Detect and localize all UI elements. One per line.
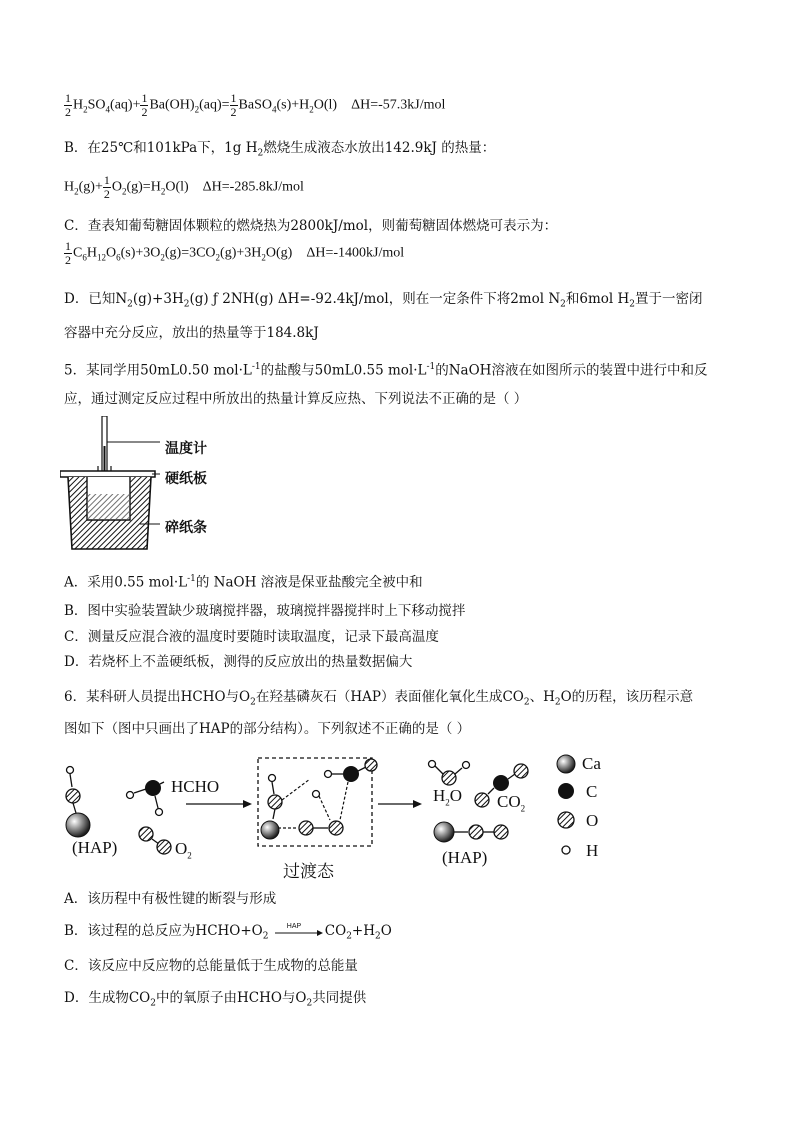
fraction: $\frac{1}{2}$ <box>230 91 237 119</box>
q6-option-b: B．该过程的总反应为$HCHO+O_2$ HAP $CO_2+H_2O$ <box>64 922 392 942</box>
q5-option-a: A．采用0.55 $mol\cdot L^{-1}$的 NaOH 溶液是保亚盐酸完全被中和 <box>64 574 423 591</box>
question-5-stem: 5．某同学用50mL0.50 $mol\cdot L^{-1}$的盐酸与50mL0.55 $mol\cdot L^{-1}$的NaOH溶液在如图所示的装置中进行中和反 <box>64 362 708 379</box>
question-6-stem-line2: 图如下（图中只画出了HAP的部分结构）。下列叙述不正确的是（ ） <box>64 721 471 737</box>
option-d-line2: 容器中充分反应，放出的热量等于184.8kJ <box>64 325 319 341</box>
q5-option-d: D．若烧杯上不盖硬纸板，测得的反应放出的热量数据偏大 <box>64 654 413 670</box>
equation-glucose: $\frac{1}{2}$ $C_6H_{12}O_6(s)+3O_2(g)=3CO_2(g)+3H_2O(g)$ ΔH=-1400kJ/mol <box>65 239 405 267</box>
legend-h-label: H <box>586 841 599 860</box>
fraction: $\frac{1}{2}$ <box>141 91 148 119</box>
transition-state-label: 过渡态 <box>283 862 334 882</box>
hap-label-right: (HAP) <box>442 848 488 867</box>
hap-label-left: (HAP) <box>72 838 118 857</box>
thermometer-label: 温度计 <box>165 441 207 457</box>
legend-ca-label: Ca <box>582 754 601 773</box>
h2o-label: $H_2O$ <box>433 786 463 808</box>
option-b-statement: B．在25℃和101kPa下，1g $H_2$燃烧生成液态水放出142.9kJ 的热量： <box>64 140 496 159</box>
q6-option-c: C．该反应中反应物的总能量低于生成物的总能量 <box>64 958 358 974</box>
co2-label: $CO_2$ <box>497 792 526 814</box>
paper-strips-label: 碎纸条 <box>165 520 207 536</box>
hcho-label: HCHO <box>171 777 220 796</box>
o2-label: $O_2$ <box>175 839 192 861</box>
cardboard-label: 硬纸板 <box>165 471 207 487</box>
fraction: $\frac{1}{2}$ <box>65 239 71 267</box>
q6-option-a: A．该历程中有极性键的断裂与形成 <box>64 891 277 907</box>
reaction-arrow: HAP <box>273 925 325 939</box>
option-d-statement: D．已知$N_2(g)+3H_2(g)$ ƒ 2NH(g) ΔH=-92.4kJ/mol，则在一定条件下将2mol $N_2$和6mol $H_2$置于一密闭 <box>64 291 703 310</box>
q5-option-b: B．图中实验装置缺少玻璃搅拌器，玻璃搅拌器搅拌时上下移动搅拌 <box>64 603 466 619</box>
fraction: $\frac{1}{2}$ <box>65 91 71 119</box>
calorimeter-diagram <box>60 416 260 561</box>
equation-neutralization: $\frac{1}{2}$ $H_2SO_4(aq)+$ $\frac{1}{2}$ $Ba(OH)_2(aq)=$ $\frac{1}{2}$ $BaSO_4(s)+H_2O(l)$ ΔH=-57.3kJ/mol <box>65 91 446 119</box>
equation-hydrogen: $H_2(g)+$ $\frac{1}{2}$ $O_2(g)=H_2O(l)$ ΔH=-285.8kJ/mol <box>64 173 304 201</box>
fraction: $\frac{1}{2}$ <box>103 173 110 201</box>
legend-c-label: C <box>586 782 598 801</box>
q6-option-d: D．生成物$CO_2$中的氧原子由HCHO与$O_2$共同提供 <box>64 990 367 1009</box>
q5-option-c: C．测量反应混合液的温度时要随时读取温度，记录下最高温度 <box>64 629 439 645</box>
reaction-mechanism-diagram <box>60 752 620 882</box>
legend-o-label: O <box>586 811 599 830</box>
option-c-statement: C．查表知葡萄糖固体颗粒的燃烧热为2800kJ/mol，则葡萄糖固体燃烧可表示为： <box>64 218 558 234</box>
question-5-stem-line2: 应，通过测定反应过程中所放出的热量计算反应热、下列说法不正确的是（ ） <box>64 391 528 407</box>
question-6-stem: 6．某科研人员提出HCHO与$O_2$在羟基磷灰石（HAP）表面催化氧化生成$CO_2$、$H_2O$的历程，该历程示意 <box>64 689 694 708</box>
